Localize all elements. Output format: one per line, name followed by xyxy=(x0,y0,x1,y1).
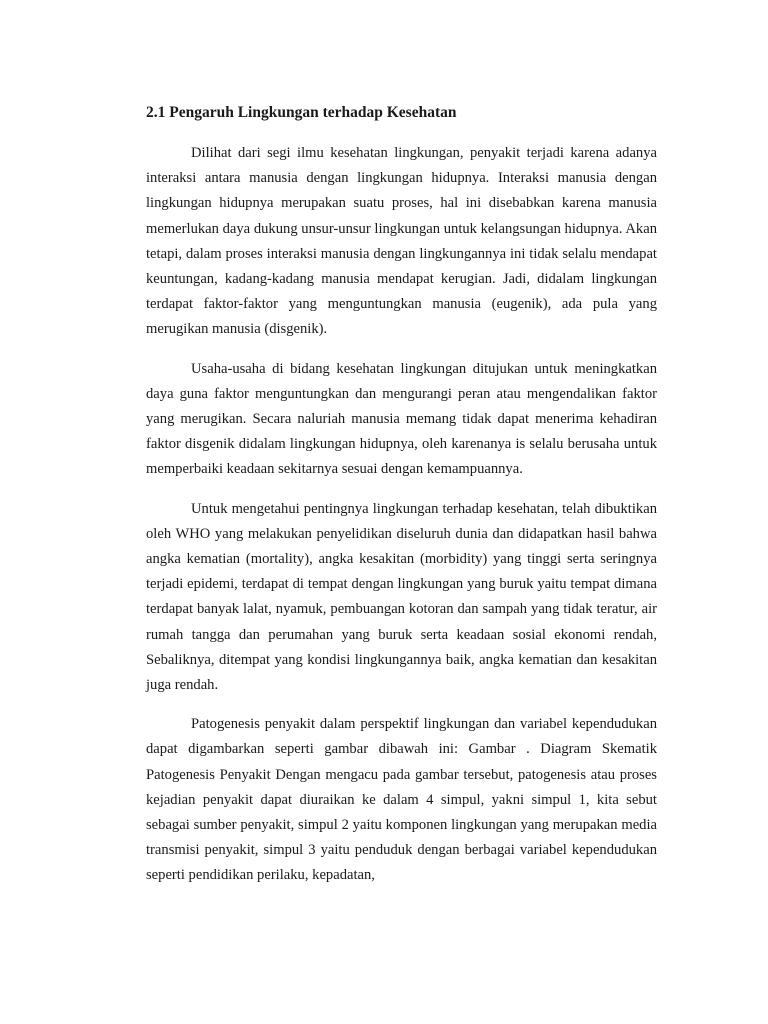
paragraph-1: Dilihat dari segi ilmu kesehatan lingkungan, penyakit terjadi karena adanya interaksi antara manusia dengan lingkungan hidupnya. Interaksi manusia dengan lingkungan hidupnya merupakan suatu proses, hal ini disebabkan karena manusia memerlukan daya dukung unsur-unsur lingkungan untuk kelangsungan hidupnya. Akan tetapi, dalam proses interaksi manusia dengan lingkungannya ini tidak selalu mendapat keuntungan, kadang-kadang manusia mendapat kerugian. Jadi, didalam lingkungan terdapat faktor-faktor yang menguntungkan manusia (eugenik), ada pula yang merugikan manusia (disgenik). xyxy=(146,145,657,338)
paragraph-4: Patogenesis penyakit dalam perspektif lingkungan dan variabel kependudukan dapat digambarkan seperti gambar dibawah ini: Gambar . Diagram Skematik Patogenesis Penyakit Dengan mengacu pada gambar tersebut, patogenesis atau proses kejadian penyakit dapat diuraikan ke dalam 4 simpul, yakni simpul 1, kita sebut sebagai sumber penyakit, simpul 2 yaitu komponen lingkungan yang merupakan media transmisi penyakit, simpul 3 yaitu penduduk dengan berbagai variabel kependudukan seperti pendidikan perilaku, kepadatan, xyxy=(146,716,657,884)
paragraph-2: Usaha-usaha di bidang kesehatan lingkungan ditujukan untuk meningkatkan daya guna faktor menguntungkan dan mengurangi peran atau mengendalikan faktor yang merugikan. Secara naluriah manusia memang tidak dapat menerima kehadiran faktor disgenik didalam lingkungan hidupnya, oleh karenanya is selalu berusaha untuk memperbaiki keadaan sekitarnya sesuai dengan kemampuannya. xyxy=(146,360,657,478)
section-heading: 2.1 Pengaruh Lingkungan terhadap Kesehatan xyxy=(146,104,457,121)
document-body xyxy=(146,100,657,903)
paragraph-3: Untuk mengetahui pentingnya lingkungan terhadap kesehatan, telah dibuktikan oleh WHO yang melakukan penyelidikan diseluruh dunia dan didapatkan hasil bahwa angka kematian (mortality), angka kesakitan (morbidity) yang tinggi serta seringnya terjadi epidemi, terdapat di tempat dengan lingkungan yang buruk yaitu tempat dimana terdapat banyak lalat, nyamuk, pembuangan kotoran dan sampah yang tidak teratur, air rumah tangga dan perumahan yang buruk serta keadaan sosial ekonomi rendah, Sebaliknya, ditempat yang kondisi lingkungannya baik, angka kematian dan kesakitan juga rendah. xyxy=(146,500,657,694)
